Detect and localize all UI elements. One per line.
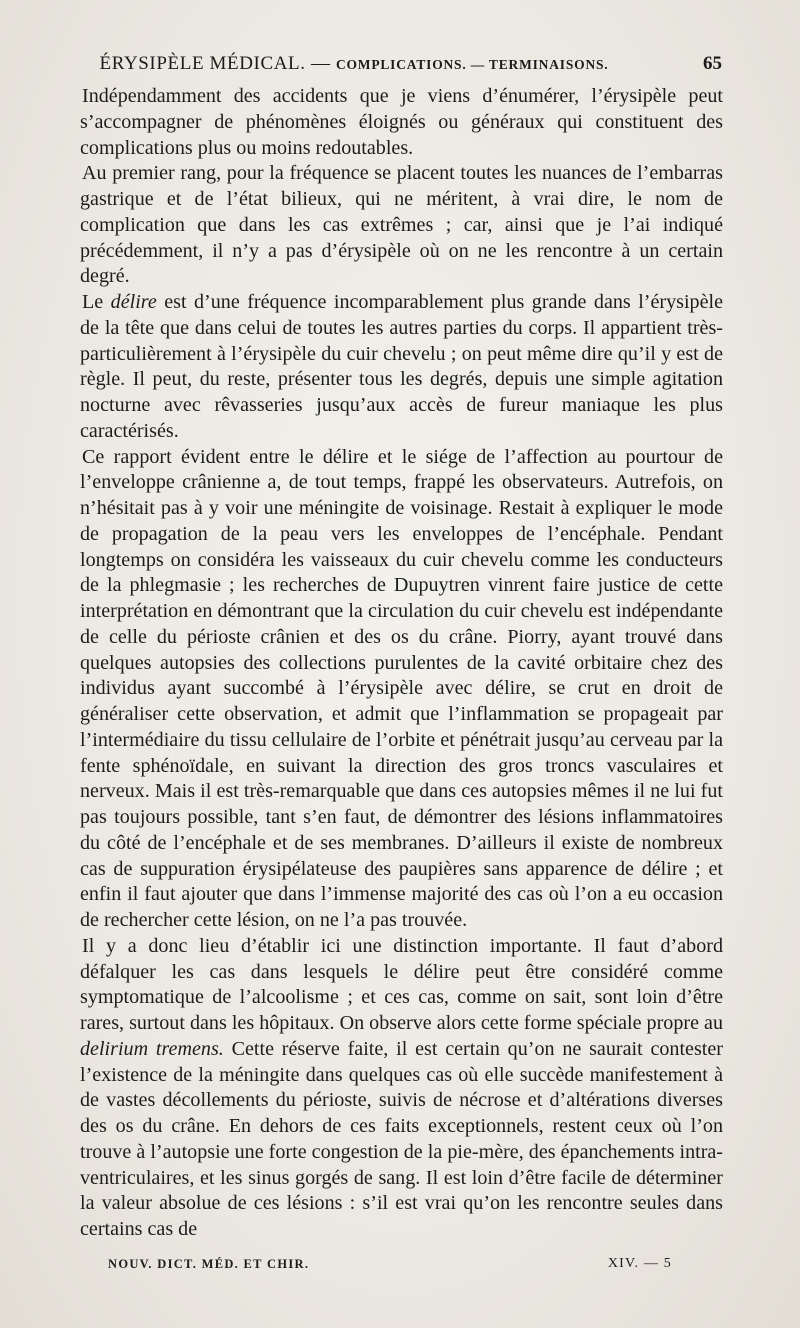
paragraph [80,161,723,290]
running-title-separator: — [310,53,331,74]
paragraph-text: Ce rapport évident entre le délire et le siége de l’affection au pourtour de l’enveloppe crânienne a, de tout temps, frappé les observateurs. Autrefois, on n’hésitait pas à y voir une méningite de voisinage. Restait à expliquer le mode de propagation de la peau vers les enveloppes de l’encéphale. Pendant longtemps on considéra les vaisseaux du cuir chevelu comme les conducteurs de la phlegmasie ; les recherches de Dupuytren vinrent faire justice de cette interprétation en démontrant que la circulation du cuir chevelu est indépendante de celle du périoste crânien et des os du crâne. Piorry, ayant trouvé dans quelques autopsies des collections purulentes de la cavité orbitaire chez des individus ayant succombé à l’érysipèle avec délire, se crut en droit de généraliser cette observation, et admit que l’inflammation se propageait par l’intermédiaire du tissu cellulaire de l’orbite et pénétrait jusqu’au cerveau par la fente sphénoïdale, en suivant la direction des gros troncs vasculaires et nerveux. Mais il est très-remarquable que dans ces autopsies mêmes il ne lui fut pas toujours possible, tant s’en faut, de démontrer des lésions inflammatoires du côté de l’encéphale et de ses membranes. D’ailleurs il existe de nombreux cas de suppuration érysipélateuse des paupières sans apparence de délire ; et enfin il faut ajouter que dans l’immense majorité des cas où l’on a eu occasion de rechercher cette lésion, on ne l’a pas trouvée. [80,445,723,931]
signature-mark: NOUV. DICT. MÉD. ET CHIR. [108,1257,310,1271]
paragraph [80,84,723,161]
paragraph [80,934,723,1243]
paragraph [80,445,723,934]
page-header [86,50,722,78]
running-title-main: ÉRYSIPÈLE MÉDICAL. [99,53,306,74]
body-text [80,84,723,1243]
running-title-section: COMPLICATIONS. — TERMINAISONS. [335,57,609,72]
italic-term: délire [110,291,157,313]
paragraph-text: Il y a donc lieu d’établir ici une distinction importante. Il faut d’abord défalquer les cas dans lesquels le délire peut être considéré comme symptomatique de l’alcoolisme ; et ces cas, comme on sait, sont loin d’être rares, surtout dans les hôpitaux. On observe alors cette forme spéciale propre au [80,934,723,1034]
page-footer [108,1254,672,1274]
volume-sheet-number: XIV. — 5 [607,1256,672,1271]
paragraph-text: est d’une fréquence incomparablement plus grande dans l’érysipèle de la tête que dans celui de toutes les autres parties du corps. Il appartient très-particulièrement à l’érysipèle du cuir chevelu ; on peut même dire qu’il y est de règle. Il peut, du reste, présenter tous les degrés, depuis une simple agitation nocturne avec rêvasseries jusqu’aux accès de fureur maniaque les plus caractérisés. [80,291,724,442]
paragraph [80,290,723,445]
paragraph-text: Le [82,291,111,313]
paragraph-text: Cette réserve faite, il est certain qu’on ne saurait contester l’existence de la méningite dans quelques cas où elle succède manifestement à de vastes décollements du périoste, suivis de nécrose et d’altérations diverses des os du crâne. En dehors de ces faits exceptionnels, restent ceux où l’on trouve à l’autopsie une forte congestion de la pie-mère, des épanchements intra-ventriculaires, et les sinus gorgés de sang. Il est loin d’être facile de déterminer la valeur absolue de ces lésions : s’il est vrai qu’on les rencontre seules dans certains cas de [80,1037,723,1240]
italic-term: delirium tremens. [80,1037,224,1060]
running-title [86,50,622,79]
page-number: 65 [703,53,722,74]
paragraph-text: Indépendamment des accidents que je viens d’énumérer, l’érysipèle peut s’accompagner de phénomènes éloignés ou généraux qui constituent des complications plus ou moins redoutables. [80,85,723,159]
paragraph-text: Au premier rang, pour la fréquence se placent toutes les nuances de l’embarras gastrique et de l’état bilieux, qui ne méritent, à vrai dire, le nom de complication que dans les cas extrêmes ; car, ainsi que je l’ai indiqué précédemment, il n’y a pas d’érysipèle où on ne les rencontre à un certain degré. [80,162,723,288]
